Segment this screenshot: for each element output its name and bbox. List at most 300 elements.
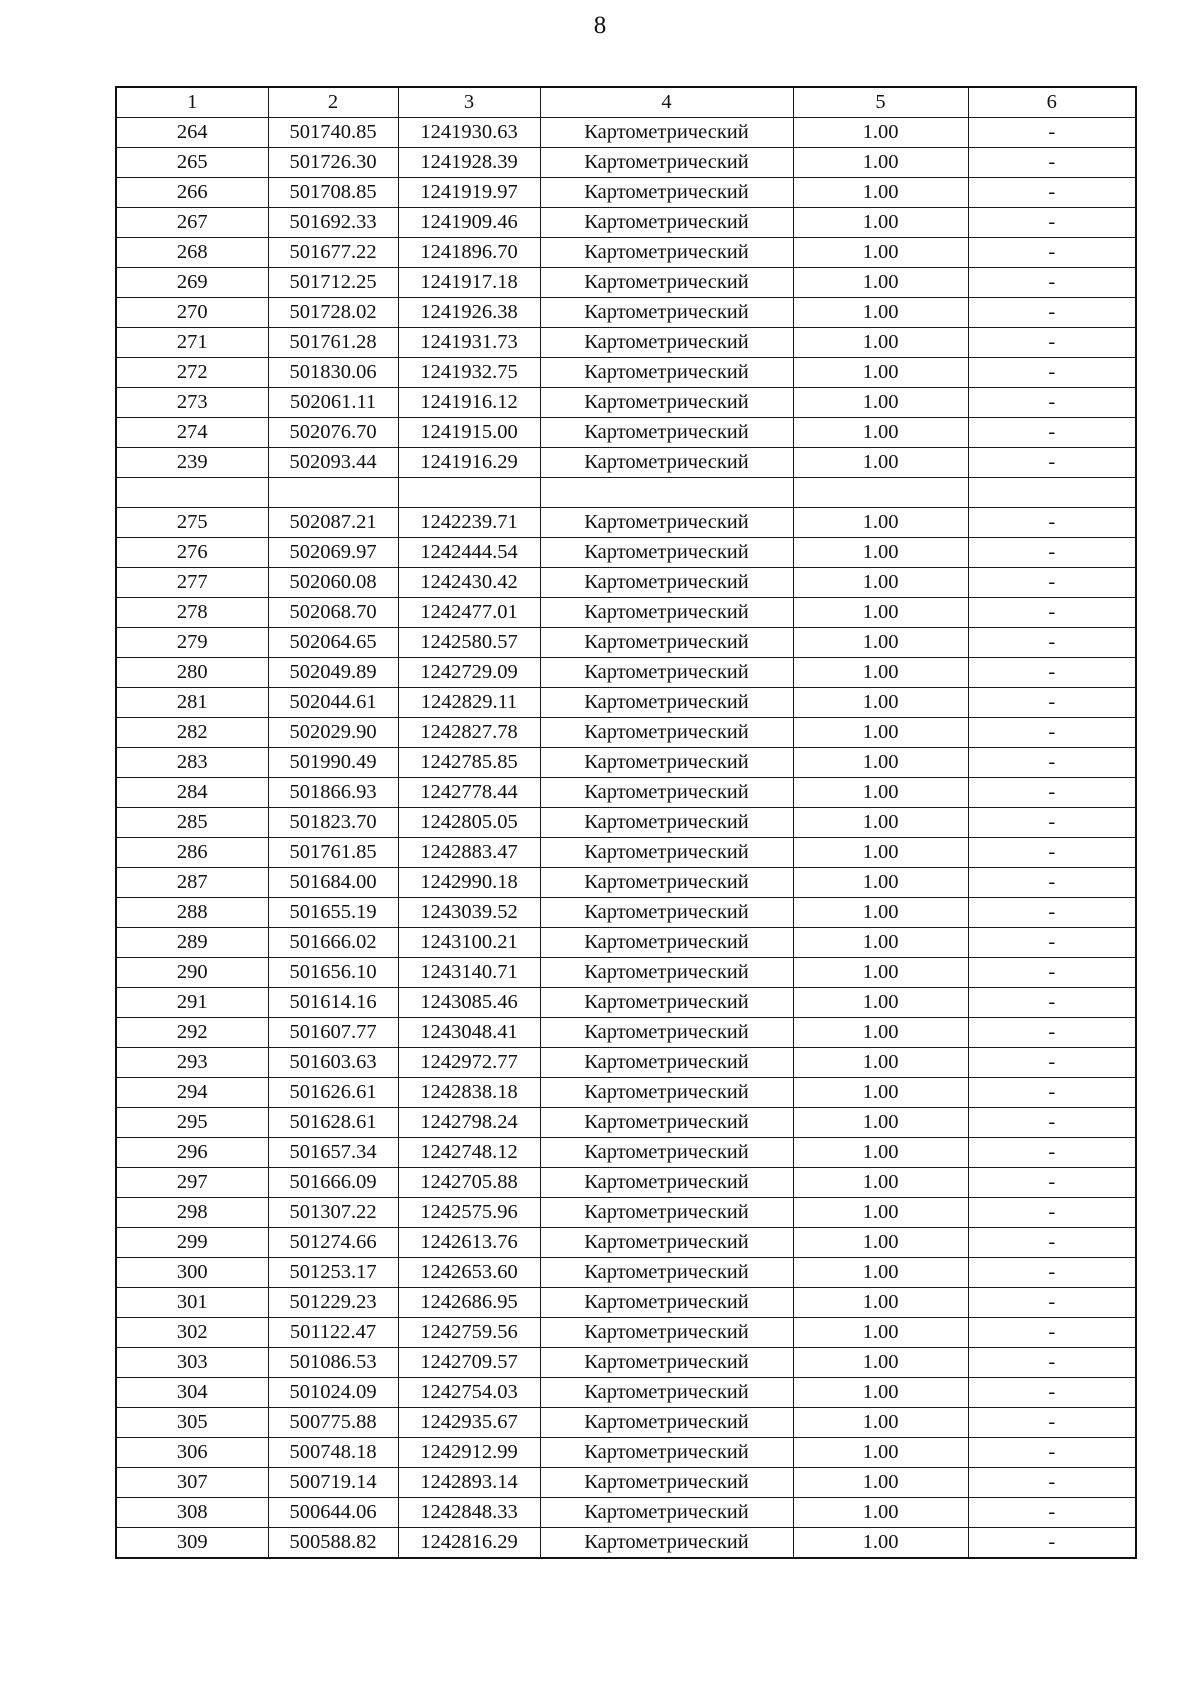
table-cell: - [968, 328, 1136, 358]
table-row [116, 538, 1136, 568]
table-cell: Картометрический [540, 298, 793, 328]
table-cell: 1242709.57 [398, 1348, 540, 1378]
table-cell: - [968, 718, 1136, 748]
table-cell: 500748.18 [268, 1438, 398, 1468]
table-cell: 1.00 [793, 988, 968, 1018]
table-cell: Картометрический [540, 1528, 793, 1559]
table-row [116, 598, 1136, 628]
table-cell: 1.00 [793, 628, 968, 658]
table-cell: 1241917.18 [398, 268, 540, 298]
table-cell: - [968, 1258, 1136, 1288]
table-cell: 500719.14 [268, 1468, 398, 1498]
table-cell: - [968, 298, 1136, 328]
table-cell: 1.00 [793, 178, 968, 208]
table-cell: Картометрический [540, 1078, 793, 1108]
table-row [116, 568, 1136, 598]
table-cell: 1.00 [793, 538, 968, 568]
table-cell: Картометрический [540, 1198, 793, 1228]
table-cell: 1243085.46 [398, 988, 540, 1018]
table-cell: 1.00 [793, 1138, 968, 1168]
table-cell: - [968, 388, 1136, 418]
table-cell: Картометрический [540, 658, 793, 688]
table-cell: 500775.88 [268, 1408, 398, 1438]
table-cell: 300 [116, 1258, 268, 1288]
table-cell: 502044.61 [268, 688, 398, 718]
table-cell: Картометрический [540, 748, 793, 778]
table-cell: Картометрический [540, 1378, 793, 1408]
table-cell: - [968, 988, 1136, 1018]
table-row [116, 868, 1136, 898]
table-cell: 285 [116, 808, 268, 838]
table-cell: 501274.66 [268, 1228, 398, 1258]
table-cell: 1.00 [793, 268, 968, 298]
table-cell: Картометрический [540, 688, 793, 718]
table-cell: Картометрический [540, 958, 793, 988]
table-cell: 286 [116, 838, 268, 868]
table-cell: Картометрический [540, 988, 793, 1018]
table-cell: - [968, 1108, 1136, 1138]
table-cell: 501677.22 [268, 238, 398, 268]
table-cell: 1.00 [793, 658, 968, 688]
table-row [116, 838, 1136, 868]
table-cell: 267 [116, 208, 268, 238]
table-cell: 502069.97 [268, 538, 398, 568]
table-cell: Картометрический [540, 388, 793, 418]
table-cell: 1.00 [793, 1318, 968, 1348]
table-row [116, 748, 1136, 778]
table-row [116, 208, 1136, 238]
table-row [116, 508, 1136, 538]
table-cell: 1.00 [793, 1498, 968, 1528]
table-cell: 1243039.52 [398, 898, 540, 928]
table-cell: 1242705.88 [398, 1168, 540, 1198]
table-cell: - [968, 1378, 1136, 1408]
table-cell: Картометрический [540, 1438, 793, 1468]
column-header: 3 [398, 87, 540, 118]
table-cell: 276 [116, 538, 268, 568]
table-row [116, 958, 1136, 988]
table-cell: 1.00 [793, 598, 968, 628]
table-cell: 278 [116, 598, 268, 628]
table-cell: - [968, 1078, 1136, 1108]
table-cell: 501603.63 [268, 1048, 398, 1078]
table-row [116, 1258, 1136, 1288]
table-cell: 1241932.75 [398, 358, 540, 388]
table-cell: 501761.28 [268, 328, 398, 358]
table-cell: Картометрический [540, 628, 793, 658]
table-row [116, 1198, 1136, 1228]
table-cell: 1242990.18 [398, 868, 540, 898]
table-row [116, 238, 1136, 268]
table-cell: 1242785.85 [398, 748, 540, 778]
table-cell: 1.00 [793, 838, 968, 868]
table-cell: 1.00 [793, 208, 968, 238]
column-header: 4 [540, 87, 793, 118]
table-cell: Картометрический [540, 808, 793, 838]
table-cell: 292 [116, 1018, 268, 1048]
table-cell: 1.00 [793, 1228, 968, 1258]
table-cell: 1242477.01 [398, 598, 540, 628]
table-row [116, 1288, 1136, 1318]
table-row [116, 928, 1136, 958]
table-cell: Картометрический [540, 358, 793, 388]
table-cell: 502087.21 [268, 508, 398, 538]
table-cell: 501614.16 [268, 988, 398, 1018]
table-cell: 1241896.70 [398, 238, 540, 268]
table-cell: - [968, 508, 1136, 538]
table-cell: Картометрический [540, 148, 793, 178]
table-cell: - [968, 418, 1136, 448]
table-row [116, 658, 1136, 688]
table-cell: 1242430.42 [398, 568, 540, 598]
table-cell: 1242972.77 [398, 1048, 540, 1078]
table-cell: 501122.47 [268, 1318, 398, 1348]
column-header: 2 [268, 87, 398, 118]
table-cell: - [968, 1438, 1136, 1468]
table-row [116, 418, 1136, 448]
table-cell: 502076.70 [268, 418, 398, 448]
coordinates-table [115, 86, 1137, 1559]
table-cell: 1.00 [793, 1048, 968, 1078]
table-cell: 1.00 [793, 688, 968, 718]
table-cell: 1242935.67 [398, 1408, 540, 1438]
table-cell: 501823.70 [268, 808, 398, 838]
table-cell: 283 [116, 748, 268, 778]
table-row [116, 478, 1136, 508]
table-cell: 287 [116, 868, 268, 898]
table-body [116, 118, 1136, 1559]
table-cell: 1242778.44 [398, 778, 540, 808]
table-row [116, 1228, 1136, 1258]
table-row [116, 1138, 1136, 1168]
table-cell: Картометрический [540, 418, 793, 448]
table-row [116, 1048, 1136, 1078]
table-cell: 501655.19 [268, 898, 398, 928]
table-cell: 297 [116, 1168, 268, 1198]
table-cell: 1.00 [793, 748, 968, 778]
table-cell: Картометрический [540, 1048, 793, 1078]
table-cell: Картометрический [540, 538, 793, 568]
table-cell: 501626.61 [268, 1078, 398, 1108]
table-cell: 282 [116, 718, 268, 748]
table-cell: 1.00 [793, 1438, 968, 1468]
table-cell: 307 [116, 1468, 268, 1498]
table-row [116, 1498, 1136, 1528]
table-cell: 239 [116, 448, 268, 478]
table-cell: 502093.44 [268, 448, 398, 478]
table-cell: - [968, 208, 1136, 238]
table-cell [540, 478, 793, 508]
table-cell: - [968, 268, 1136, 298]
table-cell: 1.00 [793, 868, 968, 898]
table-cell: 1241928.39 [398, 148, 540, 178]
table-cell: 1.00 [793, 358, 968, 388]
table-cell: 1.00 [793, 148, 968, 178]
table-cell [968, 478, 1136, 508]
table-cell: 1.00 [793, 448, 968, 478]
table-cell: Картометрический [540, 178, 793, 208]
table-cell: - [968, 838, 1136, 868]
table-row [116, 448, 1136, 478]
table-cell: Картометрический [540, 718, 793, 748]
table-cell: Картометрический [540, 1258, 793, 1288]
table-cell: 291 [116, 988, 268, 1018]
table-cell: 1.00 [793, 718, 968, 748]
table-cell: 1242893.14 [398, 1468, 540, 1498]
table-cell: 1242759.56 [398, 1318, 540, 1348]
table-cell: 293 [116, 1048, 268, 1078]
table-cell: 299 [116, 1228, 268, 1258]
table-cell: 1242838.18 [398, 1078, 540, 1108]
table-cell: 266 [116, 178, 268, 208]
table-cell: 277 [116, 568, 268, 598]
table-cell: 301 [116, 1288, 268, 1318]
table-cell: 1241926.38 [398, 298, 540, 328]
table-cell: 309 [116, 1528, 268, 1559]
table-cell: - [968, 1498, 1136, 1528]
table-cell: 500588.82 [268, 1528, 398, 1559]
table-cell: 502049.89 [268, 658, 398, 688]
table-cell: - [968, 1228, 1136, 1258]
table-cell: - [968, 358, 1136, 388]
table-cell: 1241931.73 [398, 328, 540, 358]
table-cell: 501684.00 [268, 868, 398, 898]
table-cell: Картометрический [540, 928, 793, 958]
table-cell: 501726.30 [268, 148, 398, 178]
table-cell: - [968, 598, 1136, 628]
table-cell: 501708.85 [268, 178, 398, 208]
table-cell: - [968, 1168, 1136, 1198]
table-cell: 298 [116, 1198, 268, 1228]
table-cell: Картометрический [540, 1498, 793, 1528]
table-cell: 501656.10 [268, 958, 398, 988]
table-cell: - [968, 808, 1136, 838]
page-number: 8 [593, 12, 607, 39]
table-cell: Картометрический [540, 1408, 793, 1438]
table-cell: 501024.09 [268, 1378, 398, 1408]
table-cell: 1.00 [793, 238, 968, 268]
table-row [116, 1018, 1136, 1048]
table-cell: 1.00 [793, 118, 968, 148]
table-cell: 1241916.29 [398, 448, 540, 478]
table-cell: - [968, 628, 1136, 658]
table-cell: 1.00 [793, 1258, 968, 1288]
table-cell: - [968, 958, 1136, 988]
table-cell: 1243140.71 [398, 958, 540, 988]
table-cell [116, 478, 268, 508]
table-cell: Картометрический [540, 118, 793, 148]
table-cell: 1241916.12 [398, 388, 540, 418]
table-cell: Картометрический [540, 1468, 793, 1498]
table-cell: Картометрический [540, 208, 793, 238]
table-cell: 1242848.33 [398, 1498, 540, 1528]
table-cell: 1242748.12 [398, 1138, 540, 1168]
table-row [116, 1408, 1136, 1438]
table-row [116, 1318, 1136, 1348]
table-cell: 1.00 [793, 1528, 968, 1559]
table-cell: 271 [116, 328, 268, 358]
table-cell: 501307.22 [268, 1198, 398, 1228]
table-cell: - [968, 898, 1136, 928]
table-cell: 304 [116, 1378, 268, 1408]
table-cell: 502061.11 [268, 388, 398, 418]
table-cell [268, 478, 398, 508]
table-cell: 1.00 [793, 508, 968, 538]
table-cell: 502068.70 [268, 598, 398, 628]
table-cell: 1.00 [793, 1198, 968, 1228]
table-cell: 501666.09 [268, 1168, 398, 1198]
table-cell: 501229.23 [268, 1288, 398, 1318]
table-cell: 1.00 [793, 778, 968, 808]
table-row [116, 718, 1136, 748]
table-row [116, 1528, 1136, 1559]
table-cell: 502029.90 [268, 718, 398, 748]
table-cell: 274 [116, 418, 268, 448]
table-cell: 1.00 [793, 1288, 968, 1318]
table-cell: 1241915.00 [398, 418, 540, 448]
table-cell: - [968, 448, 1136, 478]
table-cell: 1242575.96 [398, 1198, 540, 1228]
table-cell: Картометрический [540, 1228, 793, 1258]
table-cell: - [968, 1468, 1136, 1498]
table-cell: 1243048.41 [398, 1018, 540, 1048]
table-cell: 1241909.46 [398, 208, 540, 238]
table-cell: 280 [116, 658, 268, 688]
table-row [116, 388, 1136, 418]
table-row [116, 358, 1136, 388]
table-cell: - [968, 238, 1136, 268]
table-cell: Картометрический [540, 1318, 793, 1348]
table-cell: 501712.25 [268, 268, 398, 298]
table-cell: - [968, 178, 1136, 208]
table-cell: 1242729.09 [398, 658, 540, 688]
table-row [116, 898, 1136, 928]
table-cell: 284 [116, 778, 268, 808]
table-cell: 1.00 [793, 1168, 968, 1198]
table-cell: 501692.33 [268, 208, 398, 238]
table-row [116, 268, 1136, 298]
column-header: 1 [116, 87, 268, 118]
table-cell: Картометрический [540, 598, 793, 628]
table-cell: - [968, 1528, 1136, 1559]
table-row [116, 1108, 1136, 1138]
table-cell: 501740.85 [268, 118, 398, 148]
table-cell: - [968, 1138, 1136, 1168]
table-cell: 1242827.78 [398, 718, 540, 748]
table-cell: 1.00 [793, 568, 968, 598]
table-cell: 501607.77 [268, 1018, 398, 1048]
table-cell: 501761.85 [268, 838, 398, 868]
table-cell: 296 [116, 1138, 268, 1168]
table-cell: - [968, 658, 1136, 688]
header-row [116, 87, 1136, 118]
table-cell [793, 478, 968, 508]
table-row [116, 778, 1136, 808]
table-cell: 1241930.63 [398, 118, 540, 148]
table-cell: Картометрический [540, 1168, 793, 1198]
table-cell: Картометрический [540, 868, 793, 898]
table-cell: 281 [116, 688, 268, 718]
table-cell: 1242686.95 [398, 1288, 540, 1318]
table-cell: 501657.34 [268, 1138, 398, 1168]
table-cell: 1242239.71 [398, 508, 540, 538]
table-cell: 1242444.54 [398, 538, 540, 568]
table-cell: - [968, 118, 1136, 148]
table-cell: 501086.53 [268, 1348, 398, 1378]
table-cell: 273 [116, 388, 268, 418]
table-cell: Картометрический [540, 508, 793, 538]
table-cell: 1.00 [793, 418, 968, 448]
table-cell: 294 [116, 1078, 268, 1108]
table-row [116, 298, 1136, 328]
table-cell: 275 [116, 508, 268, 538]
table-row [116, 628, 1136, 658]
table-cell: 500644.06 [268, 1498, 398, 1528]
table-cell: 502060.08 [268, 568, 398, 598]
table-cell: 305 [116, 1408, 268, 1438]
table-cell: 501990.49 [268, 748, 398, 778]
table-cell: Картометрический [540, 1138, 793, 1168]
table-row [116, 1168, 1136, 1198]
table-row [116, 1468, 1136, 1498]
table-header [116, 87, 1136, 118]
table-cell: Картометрический [540, 838, 793, 868]
table-cell: Картометрический [540, 1108, 793, 1138]
table-cell: 501830.06 [268, 358, 398, 388]
table-cell: 1.00 [793, 898, 968, 928]
table-cell: Картометрический [540, 1348, 793, 1378]
table-cell [398, 478, 540, 508]
table-cell: 269 [116, 268, 268, 298]
table-cell: - [968, 1318, 1136, 1348]
table-cell: - [968, 688, 1136, 718]
table-cell: - [968, 148, 1136, 178]
table-cell: 1242653.60 [398, 1258, 540, 1288]
table-cell: - [968, 1408, 1136, 1438]
table-cell: 270 [116, 298, 268, 328]
table-cell: Картометрический [540, 448, 793, 478]
table-cell: 303 [116, 1348, 268, 1378]
table-cell: 265 [116, 148, 268, 178]
table-cell: - [968, 1018, 1136, 1048]
table-row [116, 808, 1136, 838]
table-cell: 290 [116, 958, 268, 988]
table-cell: - [968, 1198, 1136, 1228]
table-cell: Картометрический [540, 268, 793, 298]
table-cell: Картометрический [540, 568, 793, 598]
table-row [116, 1438, 1136, 1468]
table-cell: 1.00 [793, 1378, 968, 1408]
table-cell: Картометрический [540, 238, 793, 268]
table-cell: 1.00 [793, 1078, 968, 1108]
table-cell: Картометрический [540, 1288, 793, 1318]
table-cell: 1.00 [793, 928, 968, 958]
table-row [116, 988, 1136, 1018]
table-cell: 1242816.29 [398, 1528, 540, 1559]
table-cell: 306 [116, 1438, 268, 1468]
table-row [116, 178, 1136, 208]
table-cell: 1.00 [793, 1468, 968, 1498]
table-cell: 1242829.11 [398, 688, 540, 718]
table-cell: 268 [116, 238, 268, 268]
table-cell: 1.00 [793, 388, 968, 418]
table-cell: 279 [116, 628, 268, 658]
table-cell: 1.00 [793, 958, 968, 988]
column-header: 5 [793, 87, 968, 118]
table-cell: 1.00 [793, 1348, 968, 1378]
table-cell: 1242580.57 [398, 628, 540, 658]
table-cell: - [968, 928, 1136, 958]
